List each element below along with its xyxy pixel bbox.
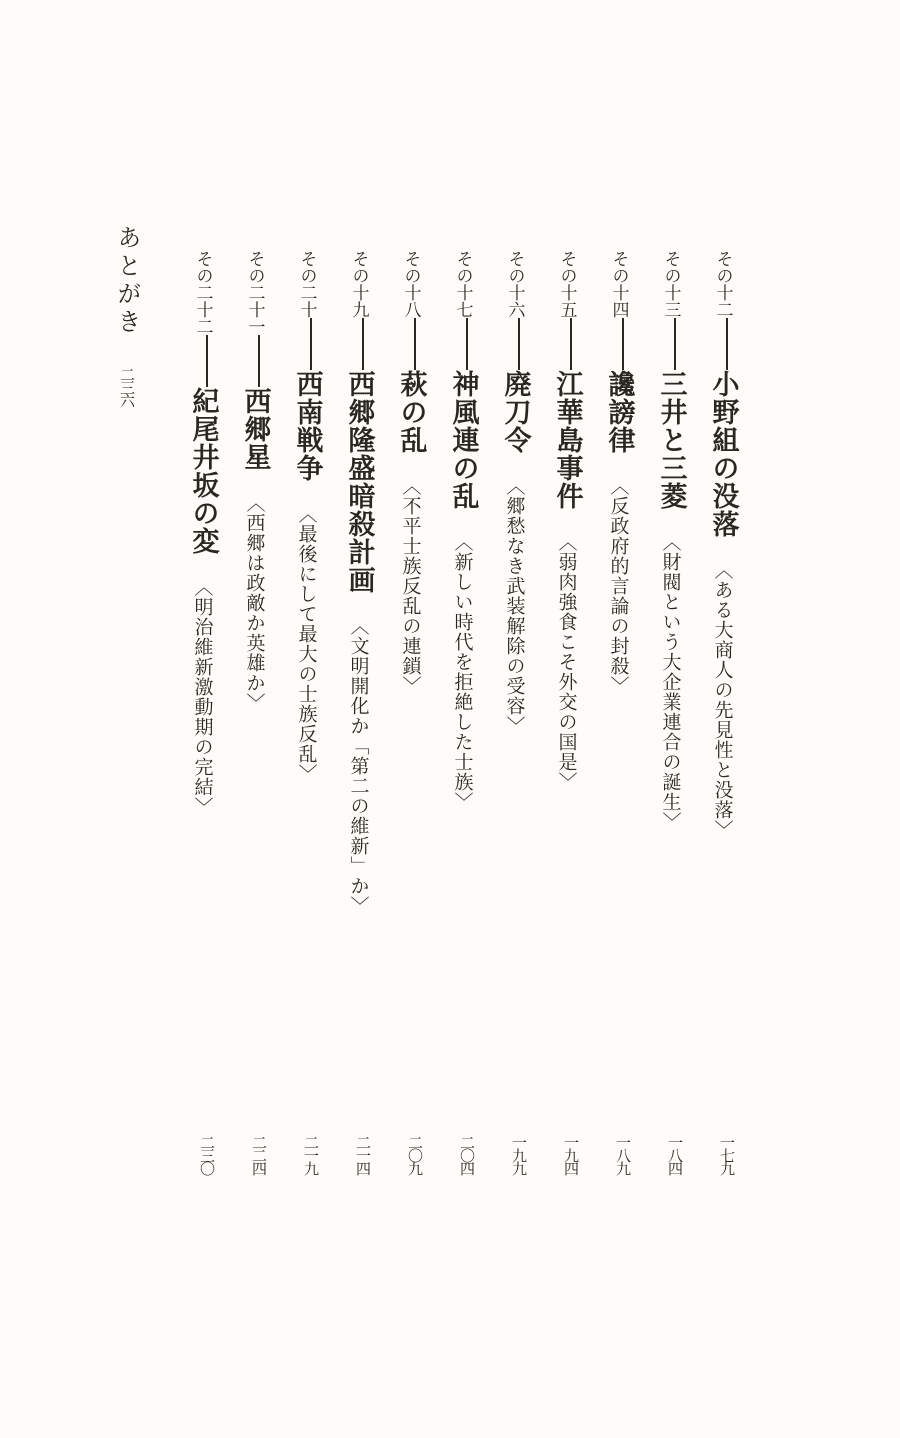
- entry-page-number: 一九四: [562, 1135, 580, 1174]
- entry-number: その二十二: [192, 250, 213, 335]
- entry-number: その十五: [556, 250, 577, 318]
- entry-dash: [622, 318, 624, 370]
- entry-page-number: 二三〇: [198, 1135, 216, 1174]
- toc-entry: [447, 250, 487, 1190]
- entry-dash: [726, 318, 728, 370]
- entry-page-number: 一七九: [718, 1135, 736, 1174]
- entry-title: 西南戦争: [291, 370, 323, 482]
- entry-number: その十三: [660, 250, 681, 318]
- toc-entry: [291, 250, 331, 1190]
- entry-subtitle: 〈最後にして最大の士族反乱〉: [295, 504, 318, 784]
- entry-subtitle: 〈郷愁なき武装解除の受容〉: [503, 476, 526, 736]
- entry-title: 神風連の乱: [447, 370, 479, 510]
- entry-title: 小野組の没落: [707, 370, 739, 538]
- entry-number: その十七: [452, 250, 473, 318]
- entry-number: その十四: [608, 250, 629, 318]
- toc-entry: [343, 250, 383, 1190]
- entry-title: 西郷隆盛暗殺計画: [343, 370, 375, 594]
- entry-title: 讒謗律: [603, 370, 635, 454]
- toc-entry: [187, 250, 227, 1190]
- entry-dash: [206, 335, 208, 387]
- toc-entry: [603, 250, 643, 1190]
- entry-number: その十九: [348, 250, 369, 318]
- entry-subtitle: 〈反政府的言論の封殺〉: [607, 476, 630, 696]
- entry-dash: [258, 335, 260, 387]
- afterword-title: あとがき: [113, 225, 141, 337]
- entry-title: 江華島事件: [551, 370, 583, 510]
- entry-page-number: 二〇九: [406, 1135, 424, 1174]
- toc-entry: [499, 250, 539, 1190]
- entry-dash: [518, 318, 520, 370]
- entry-page-number: 一八九: [614, 1135, 632, 1174]
- entry-title: 廃刀令: [499, 370, 531, 454]
- entry-subtitle: 〈弱肉強食こそ外交の国是〉: [555, 532, 578, 792]
- entry-dash: [674, 318, 676, 370]
- entry-page-number: 二一九: [302, 1135, 320, 1174]
- entry-title: 萩の乱: [395, 370, 427, 454]
- toc-entry: [707, 250, 747, 1190]
- entry-subtitle: 〈西郷は政敵か英雄か〉: [243, 493, 266, 713]
- entry-dash: [310, 318, 312, 370]
- toc-entry: [395, 250, 435, 1190]
- entry-subtitle: 〈不平士族反乱の連鎖〉: [399, 476, 422, 696]
- toc-entry: [655, 250, 695, 1190]
- toc-entry: [551, 250, 591, 1190]
- entry-page-number: 二〇四: [458, 1135, 476, 1174]
- entry-dash: [362, 318, 364, 370]
- entry-title: 三井と三菱: [655, 370, 687, 510]
- entry-number: その二十: [296, 250, 317, 318]
- entry-page-number: 一八四: [666, 1135, 684, 1174]
- afterword-page-number: 二三六: [118, 367, 136, 406]
- entry-subtitle: 〈財閥という大企業連合の誕生〉: [659, 532, 682, 832]
- entry-page-number: 二二四: [250, 1135, 268, 1174]
- entry-page-number: 二一四: [354, 1135, 372, 1174]
- entry-number: その十二: [712, 250, 733, 318]
- entry-title: 西郷星: [239, 387, 271, 471]
- toc-entry: [239, 250, 279, 1190]
- entry-number: その二十一: [244, 250, 265, 335]
- entry-number: その十六: [504, 250, 525, 318]
- afterword-entry: [107, 225, 147, 406]
- entry-number: その十八: [400, 250, 421, 318]
- entry-dash: [570, 318, 572, 370]
- entry-dash: [414, 318, 416, 370]
- entry-subtitle: 〈ある大商人の先見性と没落〉: [711, 560, 734, 840]
- entry-subtitle: 〈新しい時代を拒絶した士族〉: [451, 532, 474, 812]
- entry-page-number: 一九九: [510, 1135, 528, 1174]
- entry-dash: [466, 318, 468, 370]
- entry-subtitle: 〈明治維新激動期の完結〉: [191, 577, 214, 817]
- entry-title: 紀尾井坂の変: [187, 387, 219, 555]
- entry-subtitle: 〈文明開化か「第二の維新」か〉: [347, 616, 370, 916]
